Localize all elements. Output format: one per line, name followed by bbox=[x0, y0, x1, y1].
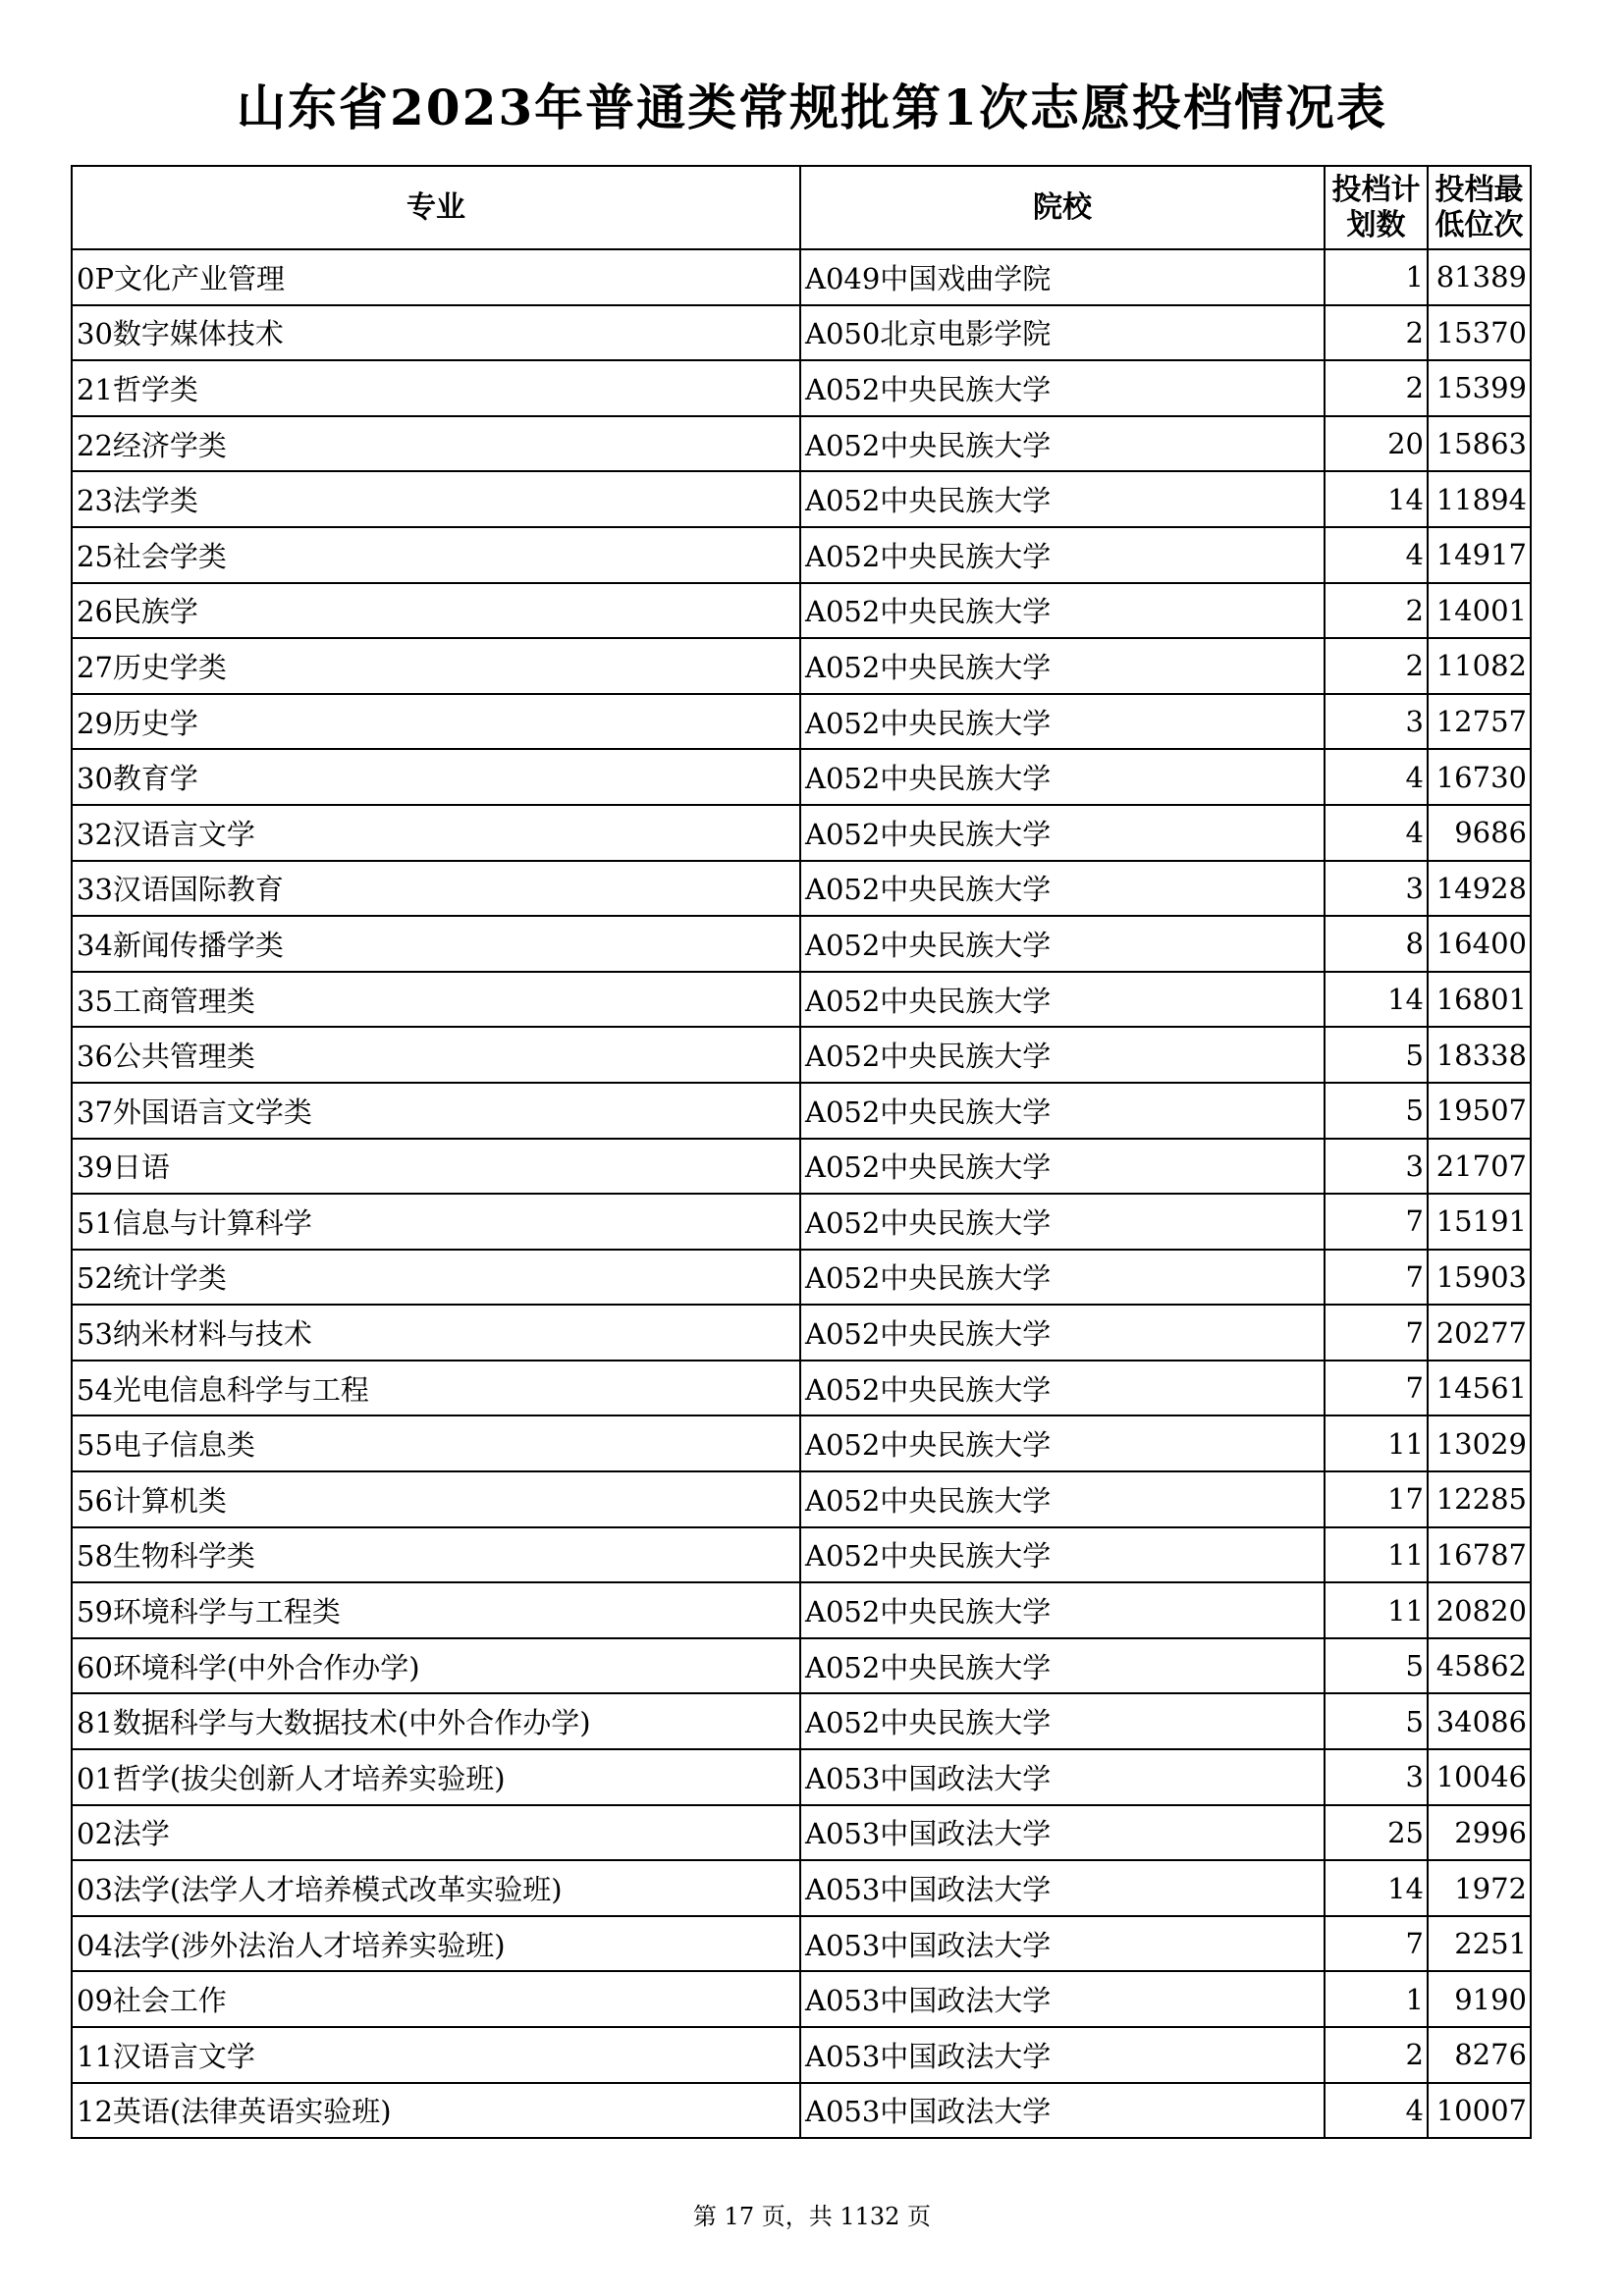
table-row bbox=[72, 2083, 1531, 2139]
cell-major: 12英语(法律英语实验班) bbox=[72, 2083, 800, 2139]
table-row bbox=[72, 2027, 1531, 2083]
cell-school: A050北京电影学院 bbox=[800, 305, 1325, 361]
cell-major: 36公共管理类 bbox=[72, 1027, 800, 1083]
cell-major: 32汉语言文学 bbox=[72, 805, 800, 861]
cell-major: 09社会工作 bbox=[72, 1971, 800, 2027]
cell-school: A052中央民族大学 bbox=[800, 1194, 1325, 1250]
table-row bbox=[72, 805, 1531, 861]
header-plan-line1: 投档计 bbox=[1331, 172, 1421, 207]
cell-major: 33汉语国际教育 bbox=[72, 861, 800, 917]
cell-plan: 17 bbox=[1325, 1471, 1428, 1527]
cell-major: 27历史学类 bbox=[72, 638, 800, 694]
table-row bbox=[72, 1693, 1531, 1749]
cell-major: 56计算机类 bbox=[72, 1471, 800, 1527]
cell-plan: 11 bbox=[1325, 1527, 1428, 1583]
cell-major: 22经济学类 bbox=[72, 416, 800, 472]
cell-major: 39日语 bbox=[72, 1139, 800, 1195]
cell-school: A052中央民族大学 bbox=[800, 1527, 1325, 1583]
cell-rank: 34086 bbox=[1428, 1693, 1531, 1749]
cell-major: 01哲学(拔尖创新人才培养实验班) bbox=[72, 1749, 800, 1805]
cell-major: 21哲学类 bbox=[72, 360, 800, 416]
cell-plan: 2 bbox=[1325, 305, 1428, 361]
cell-major: 60环境科学(中外合作办学) bbox=[72, 1638, 800, 1694]
cell-rank: 14917 bbox=[1428, 527, 1531, 583]
table-row bbox=[72, 1305, 1531, 1361]
table-row bbox=[72, 1527, 1531, 1583]
cell-school: A052中央民族大学 bbox=[800, 527, 1325, 583]
table-row bbox=[72, 583, 1531, 639]
cell-school: A052中央民族大学 bbox=[800, 1083, 1325, 1139]
cell-rank: 10046 bbox=[1428, 1749, 1531, 1805]
cell-school: A052中央民族大学 bbox=[800, 694, 1325, 750]
table-header-row bbox=[72, 166, 1531, 249]
cell-rank: 13029 bbox=[1428, 1415, 1531, 1471]
cell-school: A052中央民族大学 bbox=[800, 471, 1325, 527]
cell-plan: 3 bbox=[1325, 1749, 1428, 1805]
cell-rank: 14561 bbox=[1428, 1361, 1531, 1416]
cell-major: 03法学(法学人才培养模式改革实验班) bbox=[72, 1860, 800, 1916]
table-row bbox=[72, 1860, 1531, 1916]
table-row bbox=[72, 1805, 1531, 1861]
table-row bbox=[72, 1471, 1531, 1527]
cell-plan: 2 bbox=[1325, 2027, 1428, 2083]
cell-major: 37外国语言文学类 bbox=[72, 1083, 800, 1139]
header-rank bbox=[1428, 166, 1531, 249]
cell-major: 59环境科学与工程类 bbox=[72, 1582, 800, 1638]
page-footer: 第 17 页，共 1132 页 bbox=[692, 2203, 932, 2230]
cell-plan: 3 bbox=[1325, 694, 1428, 750]
cell-school: A053中国政法大学 bbox=[800, 1805, 1325, 1861]
cell-rank: 1972 bbox=[1428, 1860, 1531, 1916]
table-row bbox=[72, 638, 1531, 694]
cell-school: A052中央民族大学 bbox=[800, 1305, 1325, 1361]
cell-rank: 18338 bbox=[1428, 1027, 1531, 1083]
table-row bbox=[72, 1749, 1531, 1805]
cell-major: 34新闻传播学类 bbox=[72, 916, 800, 972]
cell-school: A052中央民族大学 bbox=[800, 360, 1325, 416]
cell-rank: 15903 bbox=[1428, 1250, 1531, 1306]
cell-school: A052中央民族大学 bbox=[800, 749, 1325, 805]
cell-school: A052中央民族大学 bbox=[800, 972, 1325, 1028]
table-row bbox=[72, 1971, 1531, 2027]
cell-plan: 5 bbox=[1325, 1027, 1428, 1083]
cell-plan: 2 bbox=[1325, 583, 1428, 639]
cell-rank: 14001 bbox=[1428, 583, 1531, 639]
cell-major: 26民族学 bbox=[72, 583, 800, 639]
table-row bbox=[72, 694, 1531, 750]
page-title: 山东省2023年普通类常规批第1次志愿投档情况表 bbox=[237, 79, 1387, 136]
cell-major: 55电子信息类 bbox=[72, 1415, 800, 1471]
cell-plan: 25 bbox=[1325, 1805, 1428, 1861]
cell-school: A053中国政法大学 bbox=[800, 1860, 1325, 1916]
cell-school: A052中央民族大学 bbox=[800, 1250, 1325, 1306]
cell-plan: 1 bbox=[1325, 249, 1428, 305]
table-row bbox=[72, 1916, 1531, 1972]
admission-table bbox=[71, 165, 1532, 2139]
cell-major: 52统计学类 bbox=[72, 1250, 800, 1306]
table-row bbox=[72, 1582, 1531, 1638]
cell-rank: 16400 bbox=[1428, 916, 1531, 972]
table-row bbox=[72, 1415, 1531, 1471]
cell-major: 30数字媒体技术 bbox=[72, 305, 800, 361]
table-row bbox=[72, 1194, 1531, 1250]
cell-plan: 7 bbox=[1325, 1361, 1428, 1416]
header-rank-line1: 投档最 bbox=[1435, 172, 1524, 207]
cell-plan: 14 bbox=[1325, 1860, 1428, 1916]
cell-plan: 11 bbox=[1325, 1415, 1428, 1471]
cell-rank: 20820 bbox=[1428, 1582, 1531, 1638]
table-row bbox=[72, 1139, 1531, 1195]
cell-school: A052中央民族大学 bbox=[800, 1361, 1325, 1416]
cell-plan: 4 bbox=[1325, 527, 1428, 583]
cell-plan: 7 bbox=[1325, 1305, 1428, 1361]
cell-rank: 11894 bbox=[1428, 471, 1531, 527]
cell-plan: 14 bbox=[1325, 471, 1428, 527]
cell-rank: 21707 bbox=[1428, 1139, 1531, 1195]
header-plan-line2: 划数 bbox=[1346, 207, 1406, 242]
cell-plan: 1 bbox=[1325, 1971, 1428, 2027]
cell-rank: 12757 bbox=[1428, 694, 1531, 750]
cell-plan: 4 bbox=[1325, 749, 1428, 805]
cell-major: 30教育学 bbox=[72, 749, 800, 805]
cell-school: A053中国政法大学 bbox=[800, 2027, 1325, 2083]
cell-plan: 3 bbox=[1325, 1139, 1428, 1195]
cell-rank: 16730 bbox=[1428, 749, 1531, 805]
table-row bbox=[72, 861, 1531, 917]
table-row bbox=[72, 249, 1531, 305]
table-row bbox=[72, 416, 1531, 472]
cell-rank: 45862 bbox=[1428, 1638, 1531, 1694]
cell-rank: 9190 bbox=[1428, 1971, 1531, 2027]
cell-plan: 2 bbox=[1325, 360, 1428, 416]
cell-major: 81数据科学与大数据技术(中外合作办学) bbox=[72, 1693, 800, 1749]
cell-plan: 7 bbox=[1325, 1916, 1428, 1972]
cell-rank: 16801 bbox=[1428, 972, 1531, 1028]
cell-plan: 5 bbox=[1325, 1638, 1428, 1694]
cell-school: A052中央民族大学 bbox=[800, 1027, 1325, 1083]
table-row bbox=[72, 1638, 1531, 1694]
cell-plan: 11 bbox=[1325, 1582, 1428, 1638]
cell-school: A052中央民族大学 bbox=[800, 1693, 1325, 1749]
cell-school: A053中国政法大学 bbox=[800, 2083, 1325, 2139]
cell-rank: 10007 bbox=[1428, 2083, 1531, 2139]
cell-rank: 19507 bbox=[1428, 1083, 1531, 1139]
table-row bbox=[72, 916, 1531, 972]
cell-rank: 11082 bbox=[1428, 638, 1531, 694]
table-body bbox=[72, 249, 1531, 2138]
cell-school: A052中央民族大学 bbox=[800, 1415, 1325, 1471]
cell-rank: 14928 bbox=[1428, 861, 1531, 917]
cell-school: A052中央民族大学 bbox=[800, 861, 1325, 917]
cell-rank: 15191 bbox=[1428, 1194, 1531, 1250]
table-row bbox=[72, 1361, 1531, 1416]
header-plan bbox=[1325, 166, 1428, 249]
cell-major: 25社会学类 bbox=[72, 527, 800, 583]
cell-rank: 8276 bbox=[1428, 2027, 1531, 2083]
cell-rank: 12285 bbox=[1428, 1471, 1531, 1527]
cell-school: A052中央民族大学 bbox=[800, 416, 1325, 472]
cell-school: A049中国戏曲学院 bbox=[800, 249, 1325, 305]
cell-major: 02法学 bbox=[72, 1805, 800, 1861]
table-row bbox=[72, 749, 1531, 805]
cell-school: A053中国政法大学 bbox=[800, 1916, 1325, 1972]
cell-school: A052中央民族大学 bbox=[800, 1471, 1325, 1527]
cell-school: A052中央民族大学 bbox=[800, 638, 1325, 694]
cell-plan: 4 bbox=[1325, 2083, 1428, 2139]
cell-rank: 81389 bbox=[1428, 249, 1531, 305]
header-major: 专业 bbox=[72, 166, 800, 249]
cell-rank: 15863 bbox=[1428, 416, 1531, 472]
cell-plan: 7 bbox=[1325, 1250, 1428, 1306]
cell-plan: 14 bbox=[1325, 972, 1428, 1028]
cell-rank: 15370 bbox=[1428, 305, 1531, 361]
table-row bbox=[72, 471, 1531, 527]
cell-school: A053中国政法大学 bbox=[800, 1971, 1325, 2027]
cell-school: A052中央民族大学 bbox=[800, 1638, 1325, 1694]
cell-school: A052中央民族大学 bbox=[800, 1582, 1325, 1638]
cell-plan: 4 bbox=[1325, 805, 1428, 861]
cell-rank: 2996 bbox=[1428, 1805, 1531, 1861]
cell-major: 58生物科学类 bbox=[72, 1527, 800, 1583]
table-row bbox=[72, 1250, 1531, 1306]
cell-plan: 20 bbox=[1325, 416, 1428, 472]
cell-plan: 2 bbox=[1325, 638, 1428, 694]
cell-major: 11汉语言文学 bbox=[72, 2027, 800, 2083]
header-rank-line2: 低位次 bbox=[1435, 207, 1524, 242]
cell-plan: 5 bbox=[1325, 1083, 1428, 1139]
cell-major: 29历史学 bbox=[72, 694, 800, 750]
table-row bbox=[72, 1027, 1531, 1083]
cell-major: 23法学类 bbox=[72, 471, 800, 527]
cell-major: 0P文化产业管理 bbox=[72, 249, 800, 305]
cell-school: A052中央民族大学 bbox=[800, 1139, 1325, 1195]
cell-school: A052中央民族大学 bbox=[800, 805, 1325, 861]
cell-school: A053中国政法大学 bbox=[800, 1749, 1325, 1805]
cell-major: 51信息与计算科学 bbox=[72, 1194, 800, 1250]
cell-major: 35工商管理类 bbox=[72, 972, 800, 1028]
cell-major: 53纳米材料与技术 bbox=[72, 1305, 800, 1361]
table-row bbox=[72, 527, 1531, 583]
table-row bbox=[72, 360, 1531, 416]
cell-plan: 8 bbox=[1325, 916, 1428, 972]
cell-rank: 9686 bbox=[1428, 805, 1531, 861]
cell-rank: 15399 bbox=[1428, 360, 1531, 416]
cell-major: 54光电信息科学与工程 bbox=[72, 1361, 800, 1416]
cell-rank: 2251 bbox=[1428, 1916, 1531, 1972]
cell-major: 04法学(涉外法治人才培养实验班) bbox=[72, 1916, 800, 1972]
cell-plan: 3 bbox=[1325, 861, 1428, 917]
cell-plan: 5 bbox=[1325, 1693, 1428, 1749]
table-row bbox=[72, 305, 1531, 361]
cell-plan: 7 bbox=[1325, 1194, 1428, 1250]
cell-rank: 20277 bbox=[1428, 1305, 1531, 1361]
table-row bbox=[72, 972, 1531, 1028]
cell-school: A052中央民族大学 bbox=[800, 916, 1325, 972]
cell-rank: 16787 bbox=[1428, 1527, 1531, 1583]
header-school: 院校 bbox=[800, 166, 1325, 249]
cell-school: A052中央民族大学 bbox=[800, 583, 1325, 639]
table-row bbox=[72, 1083, 1531, 1139]
